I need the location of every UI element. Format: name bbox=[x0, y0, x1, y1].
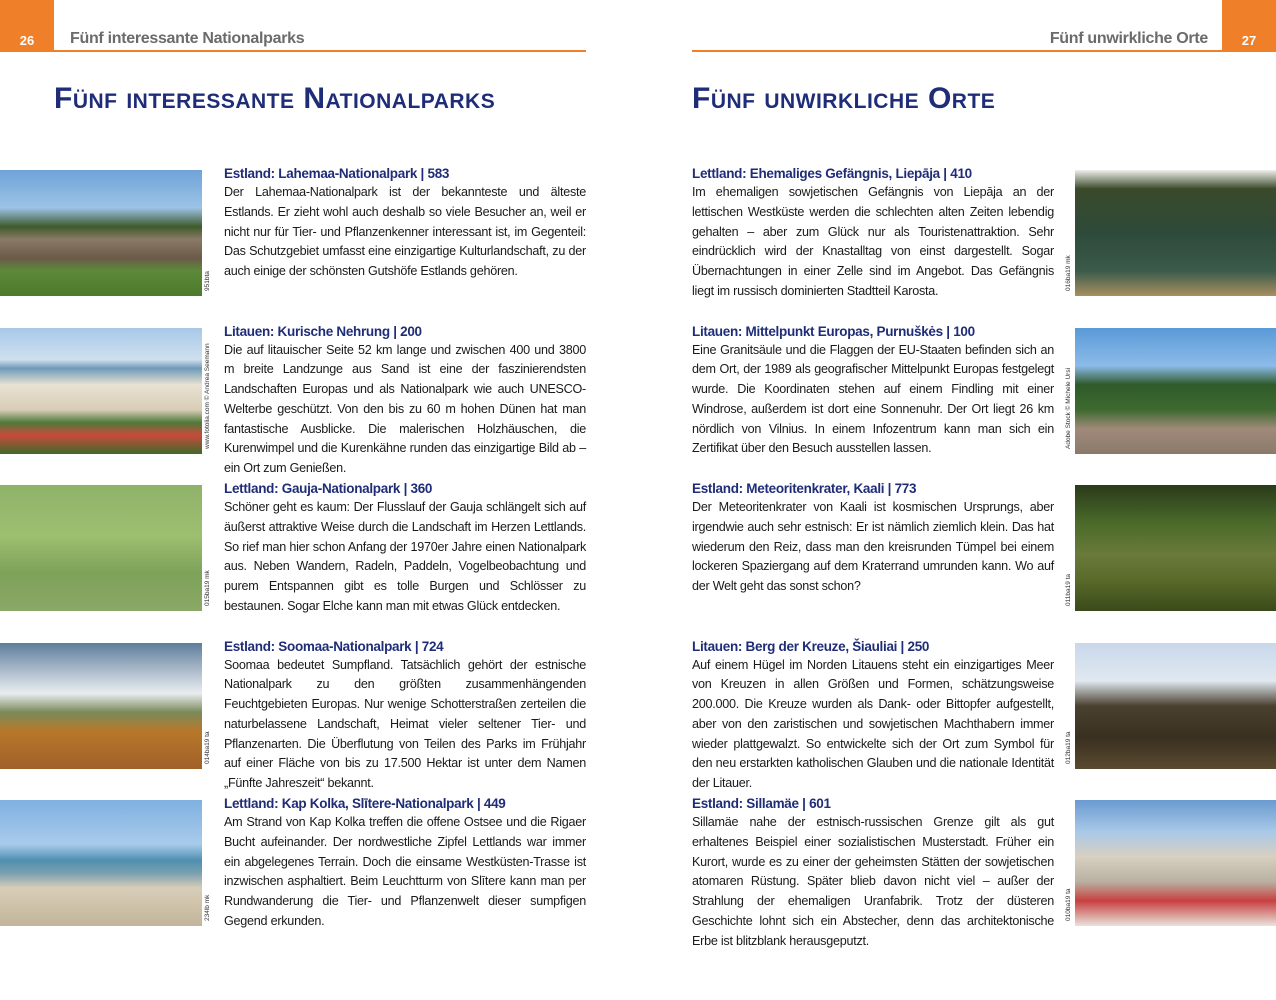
photo-credit-text: Adobe Stock © Michele Ursi bbox=[1065, 367, 1072, 449]
header-rule bbox=[692, 50, 1222, 52]
entry-text bbox=[692, 638, 1054, 795]
page-number: 26 bbox=[0, 0, 54, 52]
entry-photo bbox=[1075, 485, 1276, 611]
photo-credit-text: 011ba19 ta bbox=[1065, 573, 1072, 606]
photo-credit bbox=[1065, 643, 1075, 769]
entry-text bbox=[224, 323, 586, 480]
entry-title: Estland: Meteoritenkrater, Kaali | 773 bbox=[692, 481, 917, 496]
entry-title: Lettland: Ehemaliges Gefängnis, Liepāja | 410 bbox=[692, 166, 972, 181]
entry-body: Die auf litauischer Seite 52 km lange und zwischen 400 und 3800 m breite Landzunge aus Sand ist eine der faszinierendsten Landschaften Europas und als Nationalpark wie auch UNESCO-Welterbe geschützt. Von den bis zu 60 m hohen Dünen hat man fantastische Ausblicke. Die malerischen Holzhäuschen, die Kurenwimpel und die Kurenkähne runden das einzigartige Bild ab – ein Ort zum Genießen. bbox=[224, 342, 586, 476]
entry-title: Litauen: Berg der Kreuze, Šiauliai | 250 bbox=[692, 638, 930, 654]
entry-body: Eine Granitsäule und die Flaggen der EU-Staaten befinden sich an dem Ort, der 1989 als geografischer Mittelpunkt Europas festgelegt wurde. Die Koordinaten stehen auf einem Findling mit einer Windrose, außerdem ist dort eine Sonnenuhr. Der Ort liegt 26 km nördlich von Vilnius. In einem Infozentrum kann man sich ein Zertifikat über den Besuch ausstellen lassen. bbox=[692, 342, 1054, 456]
entry-text bbox=[692, 323, 1054, 460]
entry-photo bbox=[0, 643, 202, 769]
photo-credit-text: 016ba19 mk bbox=[1065, 255, 1072, 291]
photo-credit bbox=[204, 485, 214, 611]
entry-text bbox=[224, 638, 586, 795]
entry-text bbox=[692, 165, 1054, 302]
entry-photo bbox=[0, 170, 202, 296]
running-title: Fünf interessante Nationalparks bbox=[70, 30, 305, 47]
photo-credit-text: 014ba19 ta bbox=[204, 730, 211, 764]
entry bbox=[638, 795, 1276, 948]
photo-credit-text: 234lb mk bbox=[204, 894, 211, 921]
entry-text bbox=[692, 480, 1054, 597]
entry bbox=[0, 480, 638, 613]
entry bbox=[638, 638, 1276, 791]
entry-photo bbox=[0, 328, 202, 454]
entry-body: Der Meteoritenkrater von Kaali ist kosmischen Ursprungs, aber irgendwie auch sehr estnisch: Er ist nämlich ziemlich klein. Das hat wiederum den Reiz, dass man den kreisrunden Tümpel bei einem lockeren Spaziergang auf dem Kraterrand umrunden kann. Wo auf der Welt geht das sonst schon? bbox=[692, 500, 1054, 594]
photo-credit-text: 012ba19 ta bbox=[1065, 730, 1072, 764]
page-heading: Fünf interessante Nationalparks bbox=[54, 82, 496, 115]
entry-body: Schöner geht es kaum: Der Flusslauf der Gauja schlängelt sich auf äußerst attraktive Weise durch die Landschaft im Herzen Lettlands. So rief man hier schon Anfang der 1970er Jahre einen Nationalpark aus. Neben Wandern, Radeln, Paddeln, Vogelbeobachtung und purem Entspannen gibt es tolle Burgen und Schlösser zu bestaunen. Sogar Elche kann man mit etwas Glück entdecken. bbox=[224, 500, 586, 613]
photo-credit-text: www.fotolia.com © Andrea Seemann bbox=[204, 342, 211, 449]
right-page bbox=[638, 0, 1276, 1000]
entry-body: Auf einem Hügel im Norden Litauens steht ein einzigartiges Meer von Kreuzen in allen Größen und Formen, schätzungsweise 200.000. Die Kreuze wurden als Dank- oder Bittopfer aufgestellt, aber von den zaristischen und sowjetischen Machthabern immer wieder plattgewalzt. So entwickelte sich der Ort zum Symbol für den neu erstarkten katholischen Glauben und die nationale Identität der Litauer. bbox=[692, 657, 1054, 791]
entry-photo bbox=[1075, 328, 1276, 454]
entry bbox=[638, 323, 1276, 456]
entry-photo bbox=[1075, 800, 1276, 926]
entry-text bbox=[224, 795, 586, 932]
entry-photo bbox=[1075, 643, 1276, 769]
photo-credit bbox=[1065, 800, 1075, 926]
entry-photo bbox=[0, 485, 202, 611]
entry-title: Estland: Lahemaa-Nationalpark | 583 bbox=[224, 166, 450, 181]
entry-text bbox=[692, 795, 1054, 952]
entry-photo bbox=[0, 800, 202, 926]
header-rule bbox=[54, 50, 586, 52]
entry bbox=[0, 638, 638, 791]
photo-credit bbox=[204, 800, 214, 926]
running-title: Fünf unwirkliche Orte bbox=[1049, 30, 1208, 47]
entry-text bbox=[224, 165, 586, 282]
entry-title: Litauen: Kurische Nehrung | 200 bbox=[224, 323, 422, 339]
entry-title: Lettland: Kap Kolka, Slītere-Nationalpark | 449 bbox=[224, 796, 506, 811]
photo-credit bbox=[1065, 485, 1075, 611]
entry-body: Der Lahemaa-Nationalpark ist der bekannteste und älteste Estlands. Er zieht wohl auch deshalb so viele Besucher an, weil er nicht nur für Tier- und Pflanzenkenner interessant ist, im Gegenteil: Das Schutzgebiet umfasst eine einzigartige Kulturlandschaft, zu der auch einige der schönsten Gutshöfe Estlands gehören. bbox=[224, 185, 586, 279]
entry-title: Lettland: Gauja-Nationalpark | 360 bbox=[224, 481, 433, 496]
photo-credit bbox=[1065, 328, 1075, 454]
photo-credit bbox=[204, 170, 214, 296]
entry-body: Sillamäe nahe der estnisch-russischen Grenze gilt als gut erhaltenes Beispiel einer sozialistischen Musterstadt. Früher ein Kurort, wurde es zu einer der geheimsten Stätten der sowjetischen atomaren Rüstung. Später blieb davon nicht viel – außer der Strahlung der ehemaligen Uranfabrik. Trotz der düsteren Geschichte lohnt sich ein Abstecher, denn das architektonische Erbe ist blitzblank herausgeputzt. bbox=[692, 815, 1054, 948]
page-heading: Fünf unwirkliche Orte bbox=[692, 82, 996, 115]
entry-photo bbox=[1075, 170, 1276, 296]
photo-credit bbox=[204, 328, 214, 454]
entry-title: Estland: Sillamäe | 601 bbox=[692, 796, 831, 811]
entry bbox=[638, 480, 1276, 610]
entry-body: Am Strand von Kap Kolka treffen die offene Ostsee und die Rigaer Bucht aufeinander. Der nordwestliche Zipfel Lettlands war immer ein abgelegenes Terrain. Doch die einsame Westküsten-Trasse ist inzwischen asphaltiert. Beim Leuchtturm von Slītere kann man per Rundwanderung die Tier- und Pflanzenwelt dieser sumpfigen Gegend erkunden. bbox=[224, 815, 586, 928]
page-number: 27 bbox=[1222, 0, 1276, 52]
photo-credit-text: 951bta bbox=[204, 271, 211, 291]
entry bbox=[0, 323, 638, 476]
entry bbox=[0, 795, 638, 928]
entry-body: Soomaa bedeutet Sumpfland. Tatsächlich gehört der estnische Nationalpark zu den größten zusammenhängenden Feuchtgebieten Europas. Nur wenige Schotterstraßen zerteilen die naturbelassene Landschaft, Heimat vieler seltener Tier- und Pflanzenarten. Die Überflutung von Teilen des Parks im Frühjahr auf einer Fläche von bis zu 17.500 Hektar ist unter dem Namen „Fünfte Jahreszeit“ bekannt. bbox=[224, 657, 586, 791]
entry bbox=[0, 165, 638, 295]
entry-title: Estland: Soomaa-Nationalpark | 724 bbox=[224, 638, 444, 654]
photo-credit bbox=[1065, 170, 1075, 296]
entry-title: Litauen: Mittelpunkt Europas, Purnuškės | 100 bbox=[692, 323, 975, 339]
entry-text bbox=[224, 480, 586, 617]
entry bbox=[638, 165, 1276, 298]
entry-body: Im ehemaligen sowjetischen Gefängnis von Liepāja an der lettischen Westküste werden die schlechten alten Zeiten lebendig gehalten – aber zum Glück nur als Touristenattraktion. Sehr eindrücklich wird der Knastalltag von einst dargestellt. Sogar Übernachtungen in einer Zelle sind im Angebot. Das Gefängnis liegt im russisch dominierten Stadtteil Karosta. bbox=[692, 185, 1054, 298]
photo-credit-text: 010ba19 ta bbox=[1065, 888, 1072, 921]
photo-credit-text: 015ba19 mk bbox=[204, 570, 211, 606]
photo-credit bbox=[204, 643, 214, 769]
